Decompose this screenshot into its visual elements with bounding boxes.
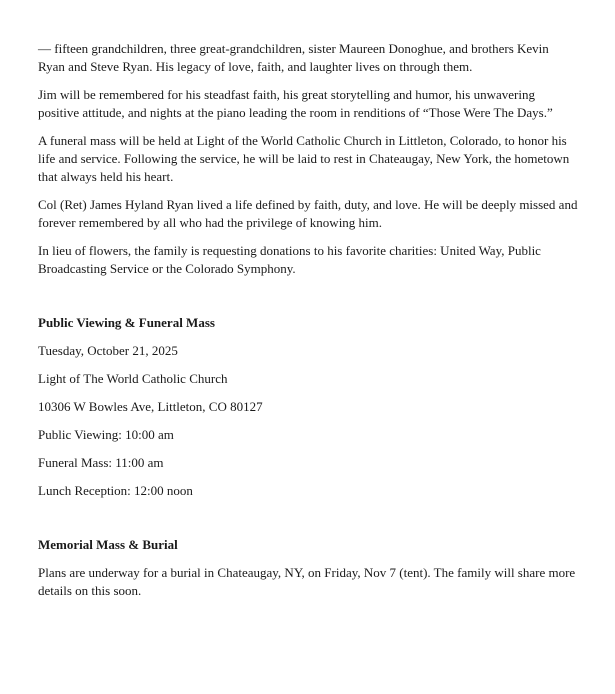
obituary-paragraph-funeral: A funeral mass will be held at Light of the World Catholic Church in Littleton, Colorado, to honor his life and service. Following the service, he will be laid to rest in Chateaugay, New York, the hometown that always held his heart. (38, 133, 570, 184)
section-spacer (38, 510, 578, 536)
obituary-document (38, 40, 578, 610)
viewing-public-viewing-time: Public Viewing: 10:00 am (38, 427, 174, 442)
section-spacer (38, 288, 578, 314)
obituary-paragraph-survivors: — fifteen grandchildren, three great-grandchildren, sister Maureen Donoghue, and brothers Kevin Ryan and Steve Ryan. His legacy of love, faith, and laughter lives on through them. (38, 41, 549, 74)
viewing-date: Tuesday, October 21, 2025 (38, 343, 178, 358)
memorial-text: Plans are underway for a burial in Chateaugay, NY, on Friday, Nov 7 (tent). The family will share more details on this soon. (38, 565, 576, 598)
viewing-address: 10306 W Bowles Ave, Littleton, CO 80127 (38, 399, 263, 414)
obituary-paragraph-legacy: Col (Ret) James Hyland Ryan lived a life defined by faith, duty, and love. He will be deeply missed and forever remembered by all who had the privilege of knowing him. (38, 197, 578, 230)
viewing-section (38, 314, 578, 500)
viewing-lunch-reception-time: Lunch Reception: 12:00 noon (38, 483, 193, 498)
obituary-paragraph-donations: In lieu of flowers, the family is requesting donations to his favorite charities: United Way, Public Broadcasting Service or the Colorado Symphony. (38, 243, 541, 276)
viewing-funeral-mass-time: Funeral Mass: 11:00 am (38, 455, 164, 470)
viewing-location: Light of The World Catholic Church (38, 371, 228, 386)
memorial-section-title: Memorial Mass & Burial (38, 537, 178, 552)
obituary-paragraph-remembrance: Jim will be remembered for his steadfast faith, his great storytelling and humor, his unwavering positive attitude, and nights at the piano leading the room in renditions of “Those Were The Days.” (38, 87, 553, 120)
memorial-section (38, 536, 578, 600)
viewing-section-title: Public Viewing & Funeral Mass (38, 315, 215, 330)
